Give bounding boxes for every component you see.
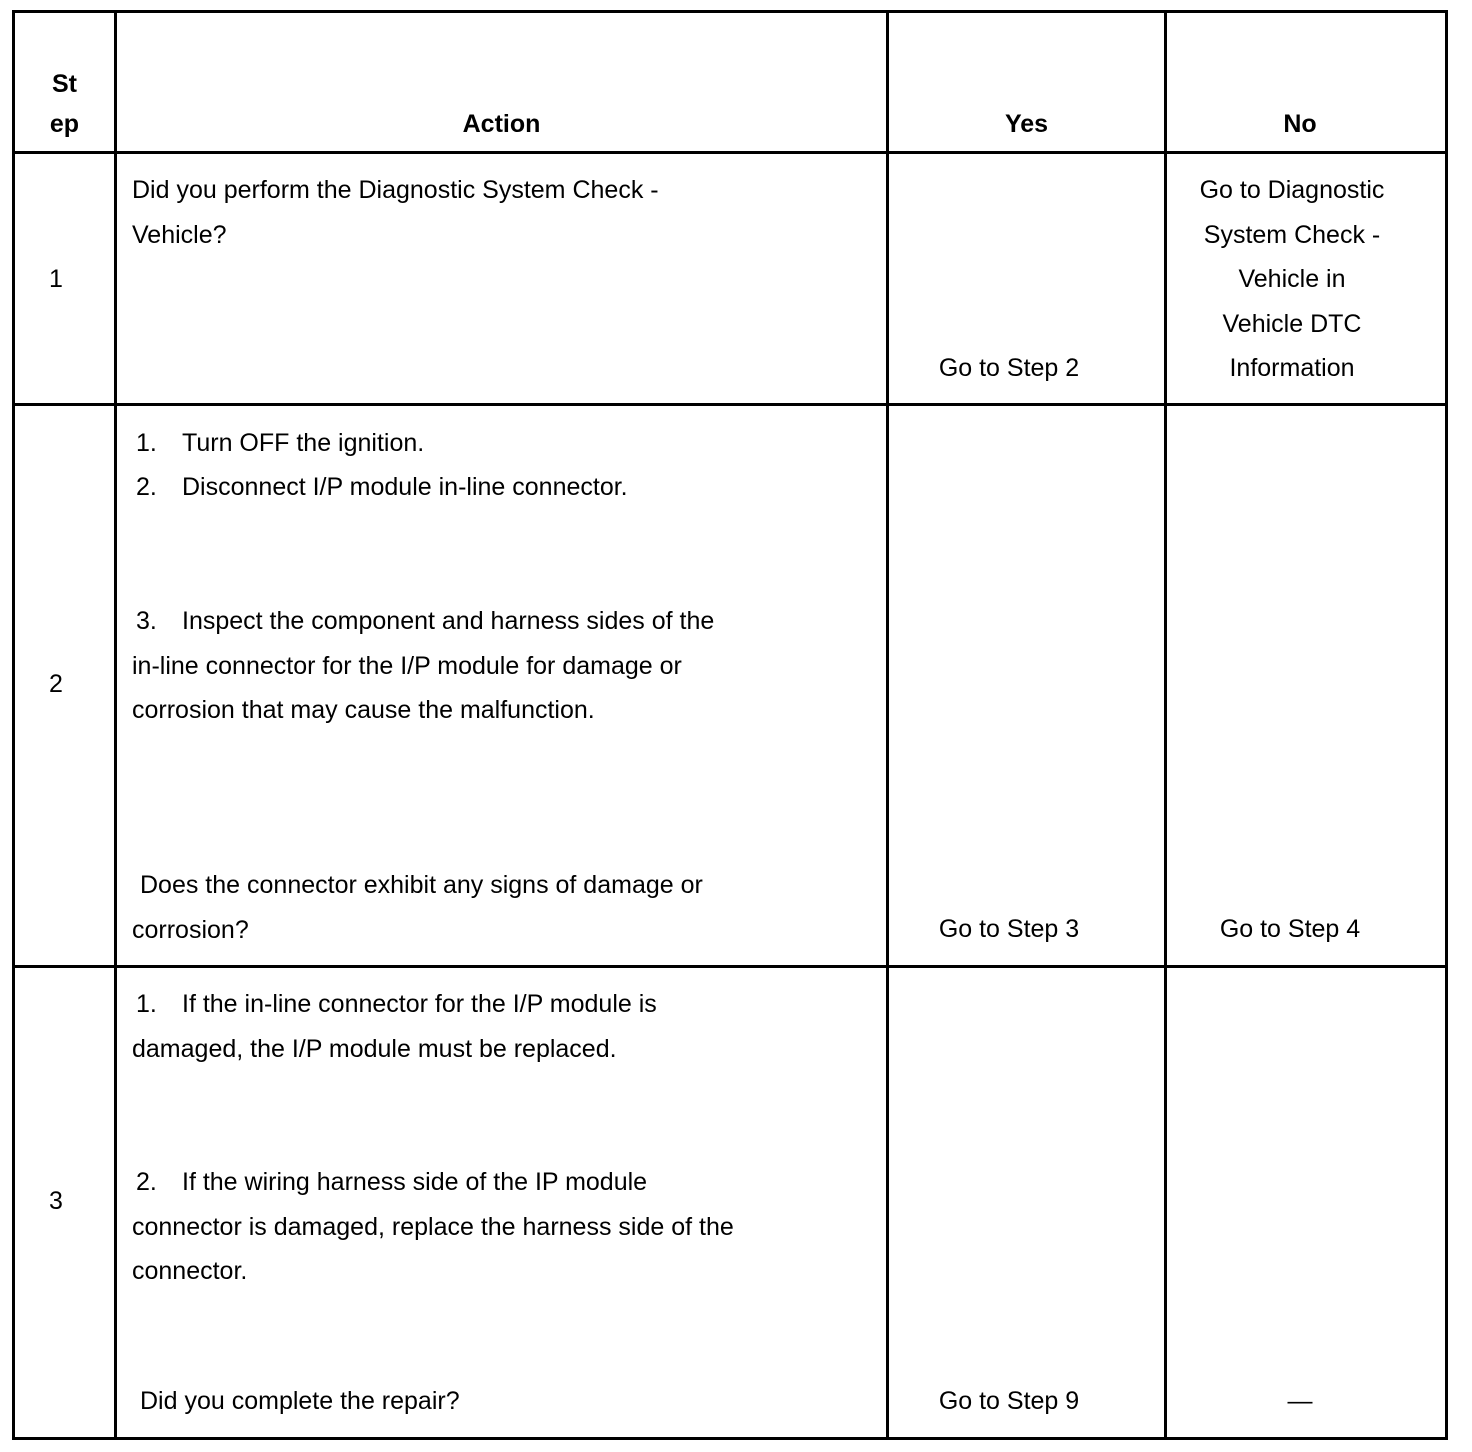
action-list-item: 1. If the in-line connector for the I/P module is damaged, the I/P module must be replaced. [132,990,657,1063]
action-list-item: 2. If the wiring harness side of the IP module connector is damaged, replace the harness side of the connector. [132,1168,734,1285]
row-divider [12,403,1448,406]
column-divider [114,10,117,1440]
header-no: No [1283,110,1317,138]
action-list-item: 1. Turn OFF the ignition. [136,429,425,457]
action-question: Did you complete the repair? [140,1387,460,1415]
column-divider [886,10,889,1440]
no-result: Go to Diagnostic System Check - Vehicle in Vehicle DTC Information [1199,176,1385,382]
header-action: Action [462,110,541,138]
row-divider [12,965,1448,968]
step-number: 1 [49,265,63,293]
yes-result: Go to Step 2 [938,354,1080,382]
no-result: Go to Step 4 [1219,915,1361,943]
action-question: Does the connector exhibit any signs of damage or corrosion? [132,871,703,944]
yes-result: Go to Step 3 [938,915,1080,943]
no-result: — [1287,1387,1313,1415]
header-yes: Yes [1004,110,1049,138]
action-list-item: 3. Inspect the component and harness sides of the in-line connector for the I/P module for damage or corrosion that may cause the malfunction. [132,607,715,724]
step-number: 3 [49,1187,63,1215]
action-text: Did you perform the Diagnostic System Check - Vehicle? [132,176,659,249]
yes-result: Go to Step 9 [938,1387,1080,1415]
row-divider [12,151,1448,154]
action-list-item: 2. Disconnect I/P module in-line connector. [136,473,628,501]
header-step: St ep [49,70,80,138]
step-number: 2 [49,670,63,698]
